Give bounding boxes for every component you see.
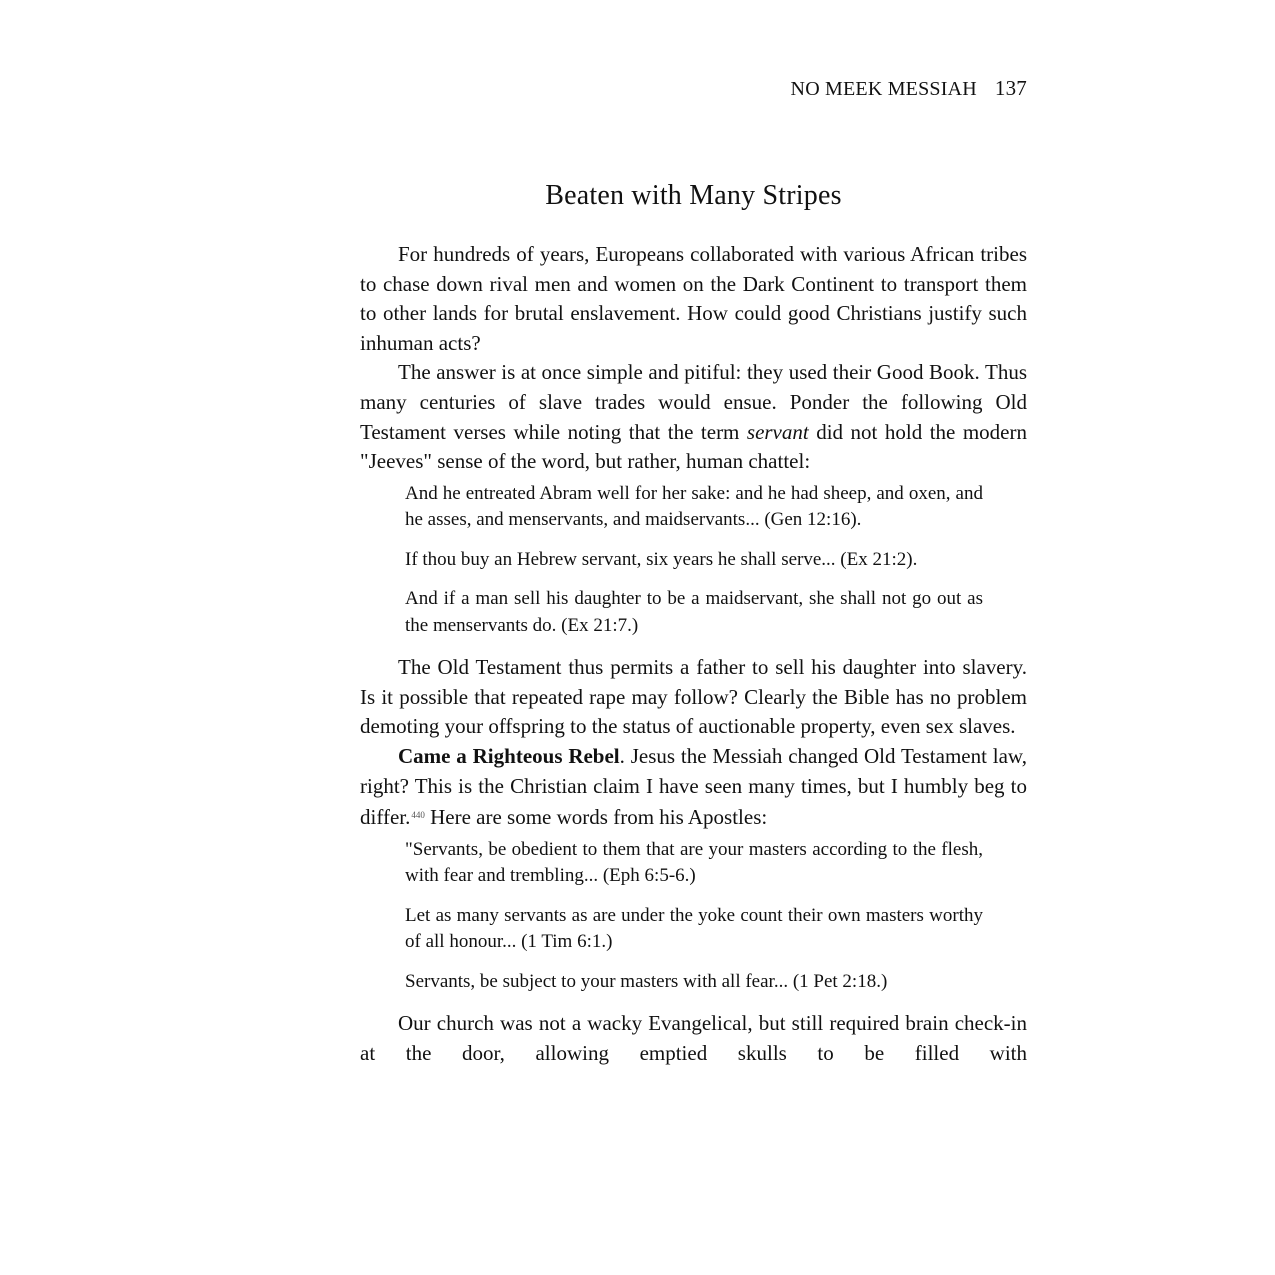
footnote-reference[interactable]: 440 [411, 810, 425, 821]
block-quote-ex-21-7: And if a man sell his daughter to be a maidservant, she shall not go out as the menservants do. (Ex 21:7.) [405, 588, 983, 636]
paragraph-1: For hundreds of years, Europeans collaborated with various African tribes to chase down rival men and women on the Dark Continent to transport them to other lands for brutal enslavement. How could good Christians justify such inhuman acts? [360, 242, 1027, 355]
body-text [360, 240, 1027, 1069]
block-quote-gen-12-16: And he entreated Abram well for her sake: and he had sheep, and oxen, and he asses, and menservants, and maidservants... (Gen 12:16). [405, 482, 983, 531]
paragraph-2-italic-term: servant [746, 419, 809, 444]
running-header [360, 76, 1027, 106]
running-title: NO MEEK MESSIAH [790, 78, 977, 100]
paragraph-3: The Old Testament thus permits a father to sell his daughter into slavery. Is it possible that repeated rape may follow? Clearly the Bible has no problem demoting your offspring to the status of auctionable property, even sex slaves. [360, 655, 1027, 739]
block-quote-1-pet-2-18: Servants, be subject to your masters with all fear... (1 Pet 2:18.) [405, 970, 888, 992]
paragraph-4-text-before-ref: . Jesus the Messiah changed Old Testament law, right? This is the Christian claim I have seen many times, but I humbly beg to differ. [360, 744, 1027, 830]
section-lead-heading: Came a Righteous Rebel [398, 744, 620, 769]
paragraph-5 [360, 1009, 1027, 1068]
block-quote-1-tim-6-1: Let as many servants as are under the yoke count their own masters worthy of all honour... (1 Tim 6:1.) [405, 904, 983, 953]
paragraph-2 [360, 358, 1027, 476]
paragraph-5-text: Our church was not a wacky Evangelical, but still required brain check-in at the door, allowing emptied skulls to be filled with [360, 1011, 1027, 1065]
paragraph-4 [360, 742, 1027, 833]
paragraph-2-text-after: did not hold the modern "Jeeves" sense of the word, but rather, human chattel: [360, 419, 1027, 474]
page-number: 137 [994, 76, 1027, 100]
block-quote-ex-21-2: If thou buy an Hebrew servant, six years he shall serve... (Ex 21:2). [405, 548, 918, 570]
chapter-title: Beaten with Many Stripes [545, 180, 842, 211]
block-quote-eph-6-5: "Servants, be obedient to them that are your masters according to the flesh, with fear and trembling... (Eph 6:5-6.) [405, 838, 983, 887]
paragraph-4-text-after-ref: Here are some words from his Apostles: [424, 805, 768, 830]
paragraph-2-text-before: The answer is at once simple and pitiful: they used their Good Book. Thus many centuries of slave trades would ensue. Ponder the following Old Testament verses while noting that the term [360, 360, 1027, 444]
